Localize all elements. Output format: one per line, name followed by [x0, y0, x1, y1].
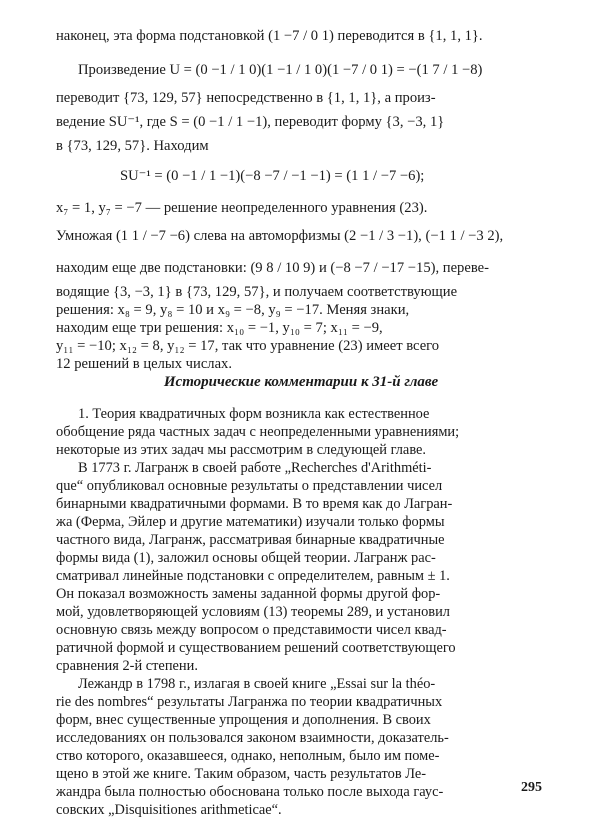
math-line-5: в {73, 129, 57}. Находим	[56, 138, 209, 154]
math-display-equation: SU⁻¹ = (0 −1 / 1 −1)(−8 −7 / −1 −1) = (1 1 / −7 −6);	[120, 168, 425, 184]
body-line-20: ство которого, оказавшееся, однако, неполным, было им поме-	[56, 748, 440, 764]
math-line-9: находим еще две подстановки: (9 8 / 10 9) и (−8 −7 / −17 −15), переве-	[56, 260, 489, 276]
body-line-23: совских „Disquisitiones arithmeticae“.	[56, 802, 282, 818]
math-line-10: водящие {3, −3, 1} в {73, 129, 57}, и получаем соответствующие	[56, 284, 458, 300]
body-line-6: бинарными квадратичными формами. В то время как до Лагран-	[56, 496, 453, 512]
body-line-8: частного вида, Лагранж, рассматривая бинарные квадратичные	[56, 532, 445, 548]
body-line-18: форм, внес существенные упрощения и дополнения. В своих	[56, 712, 431, 728]
body-line-3: некоторые из этих задач мы рассмотрим в следующей главе.	[56, 442, 427, 458]
math-line-11: решения: x₈ = 9, y₈ = 10 и x₉ = −8, y₉ = −17. Меняя знаки,	[56, 302, 410, 318]
body-line-1: 1. Теория квадратичных форм возникла как естественное	[78, 406, 430, 422]
body-line-19: исследованиях он пользовался законом взаимности, доказатель-	[56, 730, 449, 746]
section-heading: Исторические комментарии к 31-й главе	[163, 374, 439, 390]
body-line-12: мой, удовлетворяющей условиям (13) теоремы 289, и установил	[56, 604, 450, 620]
math-line-13: y₁₁ = −10; x₁₂ = 8, y₁₂ = 17, так что уравнение (23) имеет всего	[56, 338, 440, 354]
body-line-4: В 1773 г. Лагранж в своей работе „Recherches d'Arithméti-	[78, 460, 432, 476]
body-line-9: формы вида (1), заложил основы общей теории. Лагранж рас-	[56, 550, 436, 566]
math-line-1: наконец, эта форма подстановкой (1 −7 / 0 1) переводится в {1, 1, 1}.	[56, 28, 483, 44]
body-line-7: жа (Ферма, Эйлер и другие математики) изучали только формы	[56, 514, 445, 530]
math-line-4: ведение SU⁻¹, где S = (0 −1 / 1 −1), переводит форму {3, −3, 1}	[56, 114, 445, 130]
body-line-10: сматривал линейные подстановки с определителем, равным ± 1.	[56, 568, 450, 584]
math-line-8: Умножая (1 1 / −7 −6) слева на автоморфизмы (2 −1 / 3 −1), (−1 1 / −3 2),	[56, 228, 504, 244]
body-line-14: ратичной формой и существованием решений соответствующего	[56, 640, 456, 656]
page-number: 295	[521, 780, 542, 795]
math-line-14: 12 решений в целых числах.	[56, 356, 233, 372]
body-line-5: que“ опубликовал основные результаты о представлении чисел	[56, 478, 443, 494]
math-line-3: переводит {73, 129, 57} непосредственно в {1, 1, 1}, а произ-	[56, 90, 436, 106]
body-line-13: основную связь между вопросом о представимости чисел квад-	[56, 622, 447, 638]
body-line-15: сравнения 2-й степени.	[56, 658, 198, 674]
body-line-11: Он показал возможность замены заданной формы другой фор-	[56, 586, 441, 602]
body-line-22: жандра была полностью обоснована только после выхода гаус-	[56, 784, 444, 800]
math-line-7: x₇ = 1, y₇ = −7 — решение неопределенного уравнения (23).	[56, 200, 428, 216]
body-line-21: щено в этой же книге. Таким образом, часть результатов Ле-	[56, 766, 427, 782]
math-line-12: находим еще три решения: x₁₀ = −1, y₁₀ = 7; x₁₁ = −9,	[56, 320, 383, 336]
body-line-2: обобщение ряда частных задач с неопределенными уравнениями;	[56, 424, 460, 440]
body-line-17: rie des nombres“ результаты Лагранжа по теории квадратичных	[56, 694, 443, 710]
math-line-2: Произведение U = (0 −1 / 1 0)(1 −1 / 1 0)(1 −7 / 0 1) = −(1 7 / 1 −8)	[78, 62, 483, 78]
body-line-16: Лежандр в 1798 г., излагая в своей книге „Essai sur la théo-	[78, 676, 436, 692]
